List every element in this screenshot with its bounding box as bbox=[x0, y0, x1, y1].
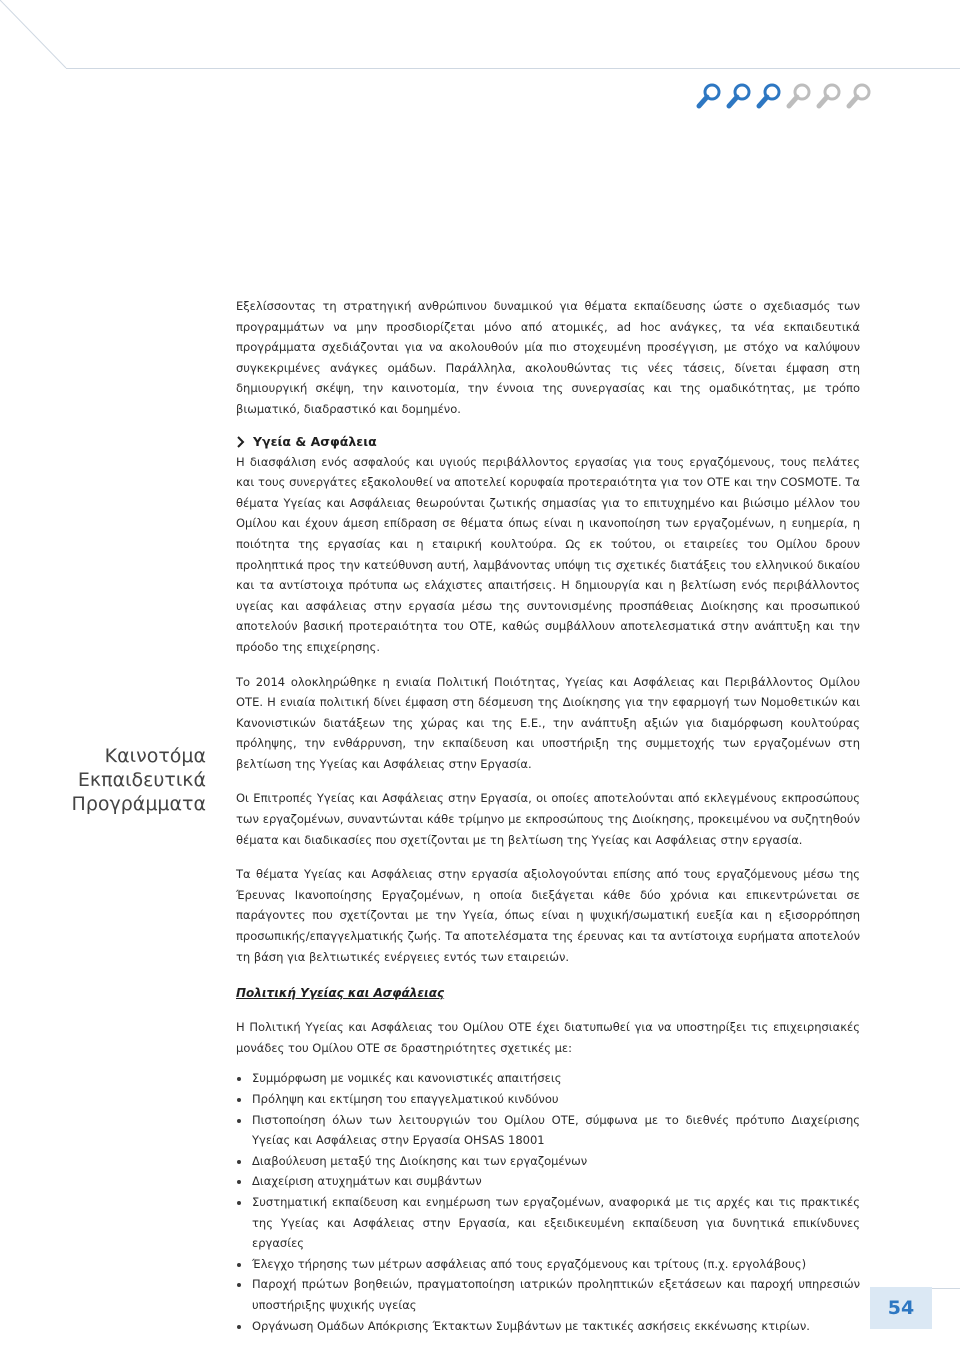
committees-paragraph: Οι Επιτροπές Υγείας και Ασφάλειας στην Εργασία, οι οποίες αποτελούνται από εκλεγμένους εκπροσώπους των εργαζομένων, συναντώνται κάθε τρίμηνο με εκπροσώπους της Διοίκησης, προκειμένου να συζητηθούν θέματα και διαδικασίες που σχετίζονται με τη βελτίωση της Υγείας και Ασφάλειας στην εργασία. bbox=[236, 791, 860, 847]
list-item: Διαβούλευση μεταξύ της Διοίκησης και των εργαζομένων bbox=[236, 1151, 860, 1172]
magnifier-icon bbox=[844, 80, 874, 114]
sidebar-title-line: Καινοτόμα bbox=[104, 745, 206, 767]
intro-paragraph: Εξελίσσοντας τη στρατηγική ανθρώπινου δυναμικού για θέματα εκπαίδευσης ώστε ο σχεδιασμός των προγραμμάτων να μην προσδιορίζεται μόνο από ατομικές, ad hoc ανάγκες, τα νέα εκπαιδευτικά προγράμματα σχεδιάζονται για να ακολουθούν μία πιο στοχευμένη προσέγγιση, με στόχο να καλύψουν συγκεκριμένες ανάγκες ομάδων. Παράλληλα, ακολουθώντας τις νέες τάσεις, δίνεται έμφαση στη δημιουργική σκέψη, την καινοτομία, την έννοια της συνεργασίας και της ομαδικότητας, με τρόπο βιωματικό, διαδραστικό και δομημένο. bbox=[236, 299, 860, 416]
list-item: Έλεγχο τήρησης των μέτρων ασφάλειας από τους εργαζόμενους και τρίτους (π.χ. εργολάβους) bbox=[236, 1254, 860, 1275]
survey-paragraph: Τα θέματα Υγείας και Ασφάλειας στην εργασία αξιολογούνται επίσης από τους εργαζόμενους μέσω της Έρευνας Ικανοποίησης Εργαζομένων, η οποία διεξάγεται κάθε δύο χρόνια και επικεντρώνεται σε παράγοντες που σχετίζονται με την Υγεία, όπως είναι η ψυχική/σωματική ευεξία και η εξισορρόπηση προσωπικής/επαγγελματικής ζωής. Τα αποτελέσματα της έρευνας και τα αντίστοιχα ευρήματα αποτελούν τη βάση για βελτιωτικές ενέργειες εντός των εταιρειών. bbox=[236, 867, 860, 964]
section-heading bbox=[236, 432, 860, 452]
main-content bbox=[236, 296, 860, 1336]
list-item: Πρόληψη και εκτίμηση του επαγγελματικού κινδύνου bbox=[236, 1089, 860, 1110]
magnifier-icon bbox=[754, 80, 784, 114]
policy-sub-heading: Πολιτική Υγείας και Ασφάλειας bbox=[236, 986, 445, 1001]
magnifier-icon bbox=[784, 80, 814, 114]
list-item: Συστηματική εκπαίδευση και ενημέρωση των εργαζομένων, αναφορικά με τις αρχές και τις πρακτικές της Υγείας και Ασφάλειας στην Εργασία, και εξειδικευμένη εκπαίδευση για δυνητικά επικίνδυνες εργασίες bbox=[236, 1192, 860, 1254]
magnifier-icon bbox=[814, 80, 844, 114]
list-item: Παροχή πρώτων βοηθειών, πραγματοποίηση ιατρικών προληπτικών εξετάσεων και παροχή υπηρεσιών υποστήριξης ψυχικής υγείας bbox=[236, 1274, 860, 1315]
page-number: 54 bbox=[870, 1287, 932, 1329]
magnifier-icon bbox=[694, 80, 724, 114]
list-item: Συμμόρφωση με νομικές και κανονιστικές απαιτήσεις bbox=[236, 1068, 860, 1089]
sidebar-title-line: Προγράμματα bbox=[71, 793, 206, 815]
sidebar-title bbox=[40, 744, 206, 816]
sidebar-title-line: Εκπαιδευτικά bbox=[77, 769, 206, 791]
chevron-right-icon bbox=[236, 436, 245, 448]
policy-bullet-list bbox=[236, 1068, 860, 1336]
policy-2014-paragraph: Το 2014 ολοκληρώθηκε η ενιαία Πολιτική Ποιότητας, Υγείας και Ασφάλειας και Περιβάλλοντος Ομίλου ΟΤΕ. Η ενιαία πολιτική δίνει έμφαση στη δέσμευση της Διοίκησης για την εφαρμογή των Νομοθετικών και Κανονιστικών διατάξεων της χώρας και της Ε.Ε., την ανάπτυξη αξιών για διαμόρφωση κουλτούρας πρόληψης, την ενθάρρυνση, την εκπαίδευση και υποστήριξη της συμμετοχής των εργαζομένων στη βελτίωση της Υγείας και Ασφάλειας στην Εργασία. bbox=[236, 674, 860, 771]
header-icon-row bbox=[694, 80, 874, 114]
policy-intro-paragraph: Η Πολιτική Υγείας και Ασφάλειας του Ομίλου ΟΤΕ έχει διατυπωθεί για να υποστηρίξει τις επιχειρησιακές μονάδες του Ομίλου ΟΤΕ σε δραστηριότητες σχετικές με: bbox=[236, 1020, 860, 1055]
magnifier-icon bbox=[724, 80, 754, 114]
health-safety-paragraph: Η διασφάλιση ενός ασφαλούς και υγιούς περιβάλλοντος εργασίας για τους εργαζόμενους, τους πελάτες και τους συνεργάτες εξακολουθεί να αποτελεί κορυφαία προτεραιότητα για τον ΟΤΕ και την COSMOTE. Τα θέματα Υγείας και Ασφάλειας θεωρούνται ζωτικής σημασίας για το επιτυχημένο και βιώσιμο μέλλον του Ομίλου και έχουν άμεση επίδραση σε θέματα όπως είναι η ικανοποίηση των εργαζομένων, η ευημερία, η ποιότητα της εργασίας και η εταιρική κουλτούρα. Ως εκ τούτου, οι εταιρείες του Ομίλου δρουν προληπτικά προς την κατεύθυνση αυτή, λαμβάνοντας υπόψη τις σχετικές διατάξεις του ελληνικού δικαίου και τα αντίστοιχα πρότυπα ως ελάχιστες απαιτήσεις. Η δημιουργία και η βελτίωση ενός περιβάλλοντος υγείας και ασφάλειας στην εργασία μέσω της συντονισμένης προσπάθειας Διοίκησης και προσωπικού αποτελούν βασική προτεραιότητα του ΟΤΕ, καθώς συμβάλλουν αποτελεσματικά στην ανάπτυξη και την πρόοδο της επιχείρησης. bbox=[236, 454, 860, 654]
section-heading-label: Υγεία & Ασφάλεια bbox=[253, 433, 377, 449]
list-item: Πιστοποίηση όλων των λειτουργιών του Ομίλου ΟΤΕ, σύμφωνα με το διεθνές πρότυπο Διαχείρισης Υγείας και Ασφάλειας στην Εργασία OHSAS 18001 bbox=[236, 1110, 860, 1151]
header-corner-rule bbox=[0, 0, 960, 72]
list-item: Διαχείριση ατυχημάτων και συμβάντων bbox=[236, 1171, 860, 1192]
list-item: Οργάνωση Ομάδων Απόκρισης Έκτακτων Συμβάντων με τακτικές ασκήσεις εκκένωσης κτιρίων. bbox=[236, 1316, 860, 1337]
footer-rule bbox=[932, 1288, 960, 1289]
